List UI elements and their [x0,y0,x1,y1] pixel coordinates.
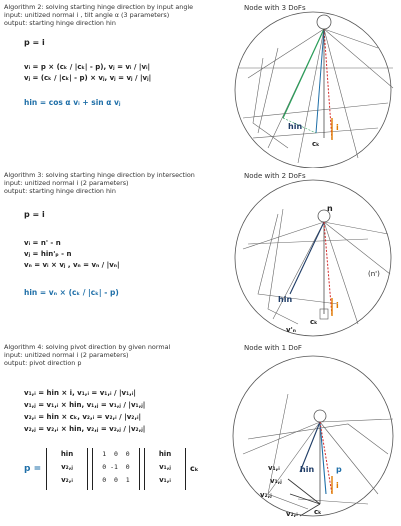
matrix-rhs [144,448,186,490]
vn-label: v'ₙ [286,326,296,334]
p-vector [320,422,326,494]
algo4-line-3: v₂,ᵢ = hin × cₖ, v₂,ᵢ = v₂,ᵢ / |v₂,ᵢ| [24,413,142,421]
algo3-output: output: starting hinge direction hin [4,187,116,195]
algo3-title: Algorithm 3: solving starting hinge direction by intersection [4,171,195,179]
matrix-mid-1: 0 -1 0 [102,463,130,471]
algo4-input: input: unitized normal i (2 parameters) [4,351,129,359]
matrix-lhs [46,448,88,490]
red-vector [324,29,332,140]
matrix-mid-2: 0 0 1 [102,476,130,484]
algo2-title: Algorithm 2: solving starting hinge direction by input angle [4,3,194,11]
algo2-line-2: vᵢ = p × (cₖ / |cₖ| - p), vⱼ = vᵢ / |vᵢ| [24,63,151,71]
algo2-line-1: p = i [24,38,45,47]
algo4-line-2: v₁,ⱼ = v₁,ᵢ × hin, v₁,ⱼ = v₁,ⱼ / |v₁,ⱼ| [24,401,146,409]
algo4-node-label: Node with 1 DoF [244,344,302,352]
node-sphere [233,356,393,516]
algo3-line-1: p = i [24,210,45,219]
algo4-diagram [228,344,398,524]
ck-label: cₖ [312,140,320,148]
hin-label: hin [300,465,315,474]
ck-label: cₖ [310,318,318,326]
algo3-line-3: vⱼ = hin'ₚ - n [24,250,72,258]
algo3-node-label: Node with 2 DoFs [244,172,306,180]
hin-label: hin [288,122,303,131]
matrix-mid-0: 1 0 0 [102,450,130,458]
algo2-diagram [228,8,398,168]
algo3-line-4: vₙ = vᵢ × vⱼ , vₙ = vₙ / |vₙ| [24,261,120,269]
matrix-lhs-0: hin [60,450,74,458]
red-vector [324,222,332,316]
algorithm-2-panel [0,0,401,170]
algo2-line-4: hin = cos α vᵢ + sin α vⱼ [24,98,121,107]
algo3-line-2: vᵢ = n' - n [24,239,61,247]
i-label: i [336,481,339,490]
n-label: n [327,204,333,213]
v1j-label: v₁,ⱼ [270,477,282,485]
algo2-input: input: unitized normal i , tilt angle α (3 parameters) [4,11,170,19]
algo2-output: output: starting hinge direction hin [4,19,116,27]
algo4-line-1: v₁,ᵢ = hin × i, v₁,ᵢ = v₁,ᵢ / |v₁,ᵢ| [24,389,136,397]
algo3-line-5: hin = vₙ × (cₖ / |cₖ| - p) [24,288,119,297]
algo2-node-label: Node with 3 DoFs [244,4,306,12]
p-equals: p = [24,464,42,474]
hin-label: hin [278,295,293,304]
i-label: i [336,301,339,310]
node-sphere [235,180,391,336]
algo4-output: output: pivot direction p [4,359,82,367]
hin-vector [290,222,324,294]
ck-label: cₖ [314,508,322,516]
v2i-label: v₂,ᵢ [286,510,298,518]
matrix-lhs-2: v₂,ᵢ [61,476,73,484]
node-top-circle [314,410,326,422]
algo2-line-3: vⱼ = (cₖ / |cₖ| - p) × vⱼ, vⱼ = vⱼ / |vⱼ| [24,74,152,82]
algo4-line-4: v₂,ⱼ = v₂,ᵢ × hin, v₂,ⱼ = v₂,ⱼ / |v₂,ⱼ| [24,425,146,433]
algo4-title: Algorithm 4: solving pivot direction by given normal [4,343,171,351]
red-vector [320,422,332,494]
p-label: p [336,465,342,474]
n-prime-label: (n') [368,270,380,278]
algo3-input: input: unitized normal i (2 parameters) [4,179,129,187]
algorithm-3-panel [0,168,401,340]
matrix-mid [92,448,140,490]
matrix-rhs-1: v₁,ⱼ [159,463,171,471]
i-label: i [336,123,339,132]
pivot-equation [24,448,224,492]
algo3-diagram [228,174,398,339]
node-top-circle [317,15,331,29]
v1i-label: v₁,ᵢ [268,464,280,472]
matrix-rhs-2: v₁,ᵢ [159,476,171,484]
matrix-ck: cₖ [190,464,199,473]
v2j-label: v₂,ⱼ [260,491,272,499]
algorithm-4-panel [0,340,401,526]
matrix-lhs-1: v₂,ⱼ [61,463,73,471]
matrix-rhs-0: hin [158,450,172,458]
